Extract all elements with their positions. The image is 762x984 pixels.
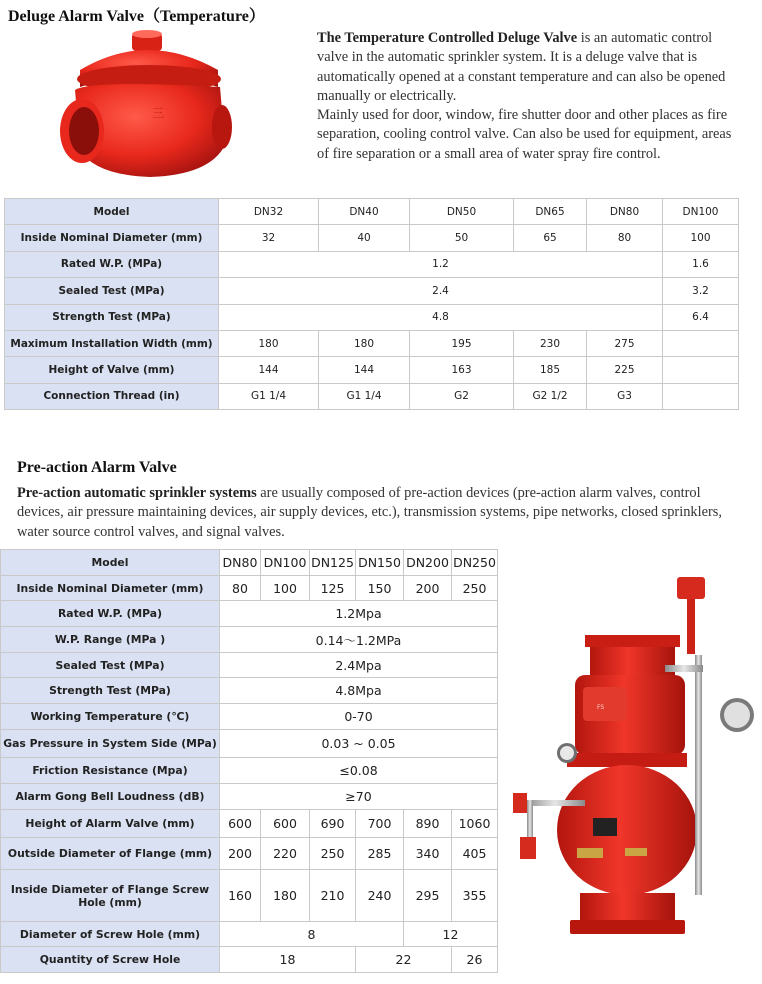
table-cell: 3.2 [663,278,739,304]
table-row [1,576,498,601]
deluge-spec-table [4,198,739,410]
row-label: Friction Resistance (Mpa) [1,758,220,784]
table-cell: DN200 [404,550,452,576]
table-cell: 240 [356,870,404,922]
table-cell: 22 [356,947,452,973]
row-label: Inside Nominal Diameter (mm) [5,225,219,251]
table-cell: 355 [452,870,498,922]
table-cell: 40 [319,225,410,251]
table-cell: 163 [410,357,514,383]
table-cell: 600 [220,810,261,838]
deluge-valve-image [40,25,250,195]
row-label: Gas Pressure in System Side (MPa) [1,730,220,758]
table-cell: 32 [219,225,319,251]
table-row [1,627,498,653]
preaction-section-title: Pre-action Alarm Valve [17,459,177,476]
table-cell: 18 [220,947,356,973]
table-cell: 150 [356,576,404,601]
table-row [1,922,498,947]
table-cell: 600 [261,810,310,838]
table-row [5,225,739,251]
table-cell: ≤0.08 [220,758,498,784]
table-cell: DN150 [356,550,404,576]
table-cell: DN40 [319,199,410,225]
table-cell: 100 [663,225,739,251]
preaction-description [17,484,747,542]
table-cell: 700 [356,810,404,838]
table-cell: 0.14～1.2MPa [220,627,498,653]
table-cell: G3 [587,383,663,409]
table-cell: 250 [452,576,498,601]
preaction-valve-casting-mark: FS [597,704,605,711]
row-label: Height of Valve (mm) [5,357,219,383]
table-row [5,251,739,277]
table-row [5,330,739,356]
table-cell [663,383,739,409]
table-cell: 185 [514,357,587,383]
table-cell: 80 [220,576,261,601]
row-label: Height of Alarm Valve (mm) [1,810,220,838]
table-cell: 0.03 ~ 0.05 [220,730,498,758]
table-row [1,653,498,678]
table-row [1,550,498,576]
table-row [1,810,498,838]
table-cell: DN65 [514,199,587,225]
table-cell [663,357,739,383]
table-cell: 285 [356,838,404,870]
table-cell: DN80 [220,550,261,576]
deluge-description [317,29,737,164]
table-cell: 200 [404,576,452,601]
row-label: W.P. Range (MPa ) [1,627,220,653]
table-cell: 225 [587,357,663,383]
deluge-valve-casting-mark: 三 [152,106,165,120]
table-cell: 2.4Mpa [220,653,498,678]
table-cell: 80 [587,225,663,251]
table-cell: 125 [310,576,356,601]
table-cell: DN125 [310,550,356,576]
deluge-description-bold: The Temperature Controlled Deluge Valve [317,30,578,46]
row-label: Maximum Installation Width (mm) [5,330,219,356]
table-cell: 0-70 [220,704,498,730]
table-cell: 180 [319,330,410,356]
table-cell: 220 [261,838,310,870]
table-row [1,601,498,627]
table-cell: 1060 [452,810,498,838]
row-label: Inside Diameter of Flange Screw Hole (mm) [1,870,220,922]
table-row [5,199,739,225]
table-row [1,758,498,784]
table-cell: G1 1/4 [219,383,319,409]
table-cell: 295 [404,870,452,922]
row-label: Alarm Gong Bell Loudness (dB) [1,784,220,810]
table-cell: 1.2Mpa [220,601,498,627]
table-cell: 250 [310,838,356,870]
table-cell: 160 [220,870,261,922]
table-cell: 100 [261,576,310,601]
table-cell: 1.6 [663,251,739,277]
table-cell: 6.4 [663,304,739,330]
table-cell: 200 [220,838,261,870]
table-row [1,870,498,922]
table-cell: 12 [404,922,498,947]
table-cell: G2 1/2 [514,383,587,409]
table-cell: 26 [452,947,498,973]
table-cell: DN250 [452,550,498,576]
table-cell: 8 [220,922,404,947]
preaction-description-text: are usually composed of pre-action devices (pre-action alarm valves, control devices, air pressure maintaining devices, air supply devices, etc.), transmission systems, pipe networks, closed sprinklers, water source control valves, and signal valves. [17,485,722,540]
table-cell: 180 [219,330,319,356]
row-label: Working Temperature (℃) [1,704,220,730]
table-cell: 4.8Mpa [220,678,498,704]
table-cell: DN100 [663,199,739,225]
table-row [5,304,739,330]
table-row [1,730,498,758]
table-cell: 144 [219,357,319,383]
table-cell: DN100 [261,550,310,576]
table-cell: 144 [319,357,410,383]
table-cell: G1 1/4 [319,383,410,409]
table-row [5,357,739,383]
preaction-valve-image [505,575,757,978]
table-cell: DN80 [587,199,663,225]
row-label: Strength Test (MPa) [1,678,220,704]
deluge-section-title: Deluge Alarm Valve（Temperature） [8,8,265,25]
row-label: Inside Nominal Diameter (mm) [1,576,220,601]
table-cell: 1.2 [219,251,663,277]
table-row [5,278,739,304]
table-cell: G2 [410,383,514,409]
row-label: Outside Diameter of Flange (mm) [1,838,220,870]
table-cell: 2.4 [219,278,663,304]
table-cell: 65 [514,225,587,251]
table-cell: 340 [404,838,452,870]
table-cell: 50 [410,225,514,251]
row-label: Model [5,199,219,225]
table-cell: 195 [410,330,514,356]
table-cell [663,330,739,356]
table-row [1,947,498,973]
table-cell: 275 [587,330,663,356]
row-label: Rated W.P. (MPa) [5,251,219,277]
preaction-spec-table [0,549,498,973]
table-cell: DN32 [219,199,319,225]
row-label: Connection Thread (in) [5,383,219,409]
table-cell: 180 [261,870,310,922]
row-label: Model [1,550,220,576]
deluge-description-usage: Mainly used for door, window, fire shutter door and other places as fire separation, cooling control valve. Can also be used for equipment, areas of fire separation or a small area of water spray fire control. [317,107,732,162]
table-cell: DN50 [410,199,514,225]
row-label: Rated W.P. (MPa) [1,601,220,627]
table-row [5,383,739,409]
table-cell: 405 [452,838,498,870]
table-cell: 230 [514,330,587,356]
table-row [1,838,498,870]
row-label: Strength Test (MPa) [5,304,219,330]
row-label: Diameter of Screw Hole (mm) [1,922,220,947]
preaction-description-bold: Pre-action automatic sprinkler systems [17,485,257,501]
table-row [1,704,498,730]
table-row [1,784,498,810]
deluge-description-text: is an automatic control valve in the automatic sprinkler system. It is a deluge valve that is automatically opened at a constant temperature and can also be opened manually or electrically. [317,30,726,104]
row-label: Quantity of Screw Hole [1,947,220,973]
table-cell: 210 [310,870,356,922]
row-label: Sealed Test (MPa) [1,653,220,678]
row-label: Sealed Test (MPa) [5,278,219,304]
table-cell: ≥70 [220,784,498,810]
table-cell: 690 [310,810,356,838]
table-cell: 890 [404,810,452,838]
table-row [1,678,498,704]
table-cell: 4.8 [219,304,663,330]
